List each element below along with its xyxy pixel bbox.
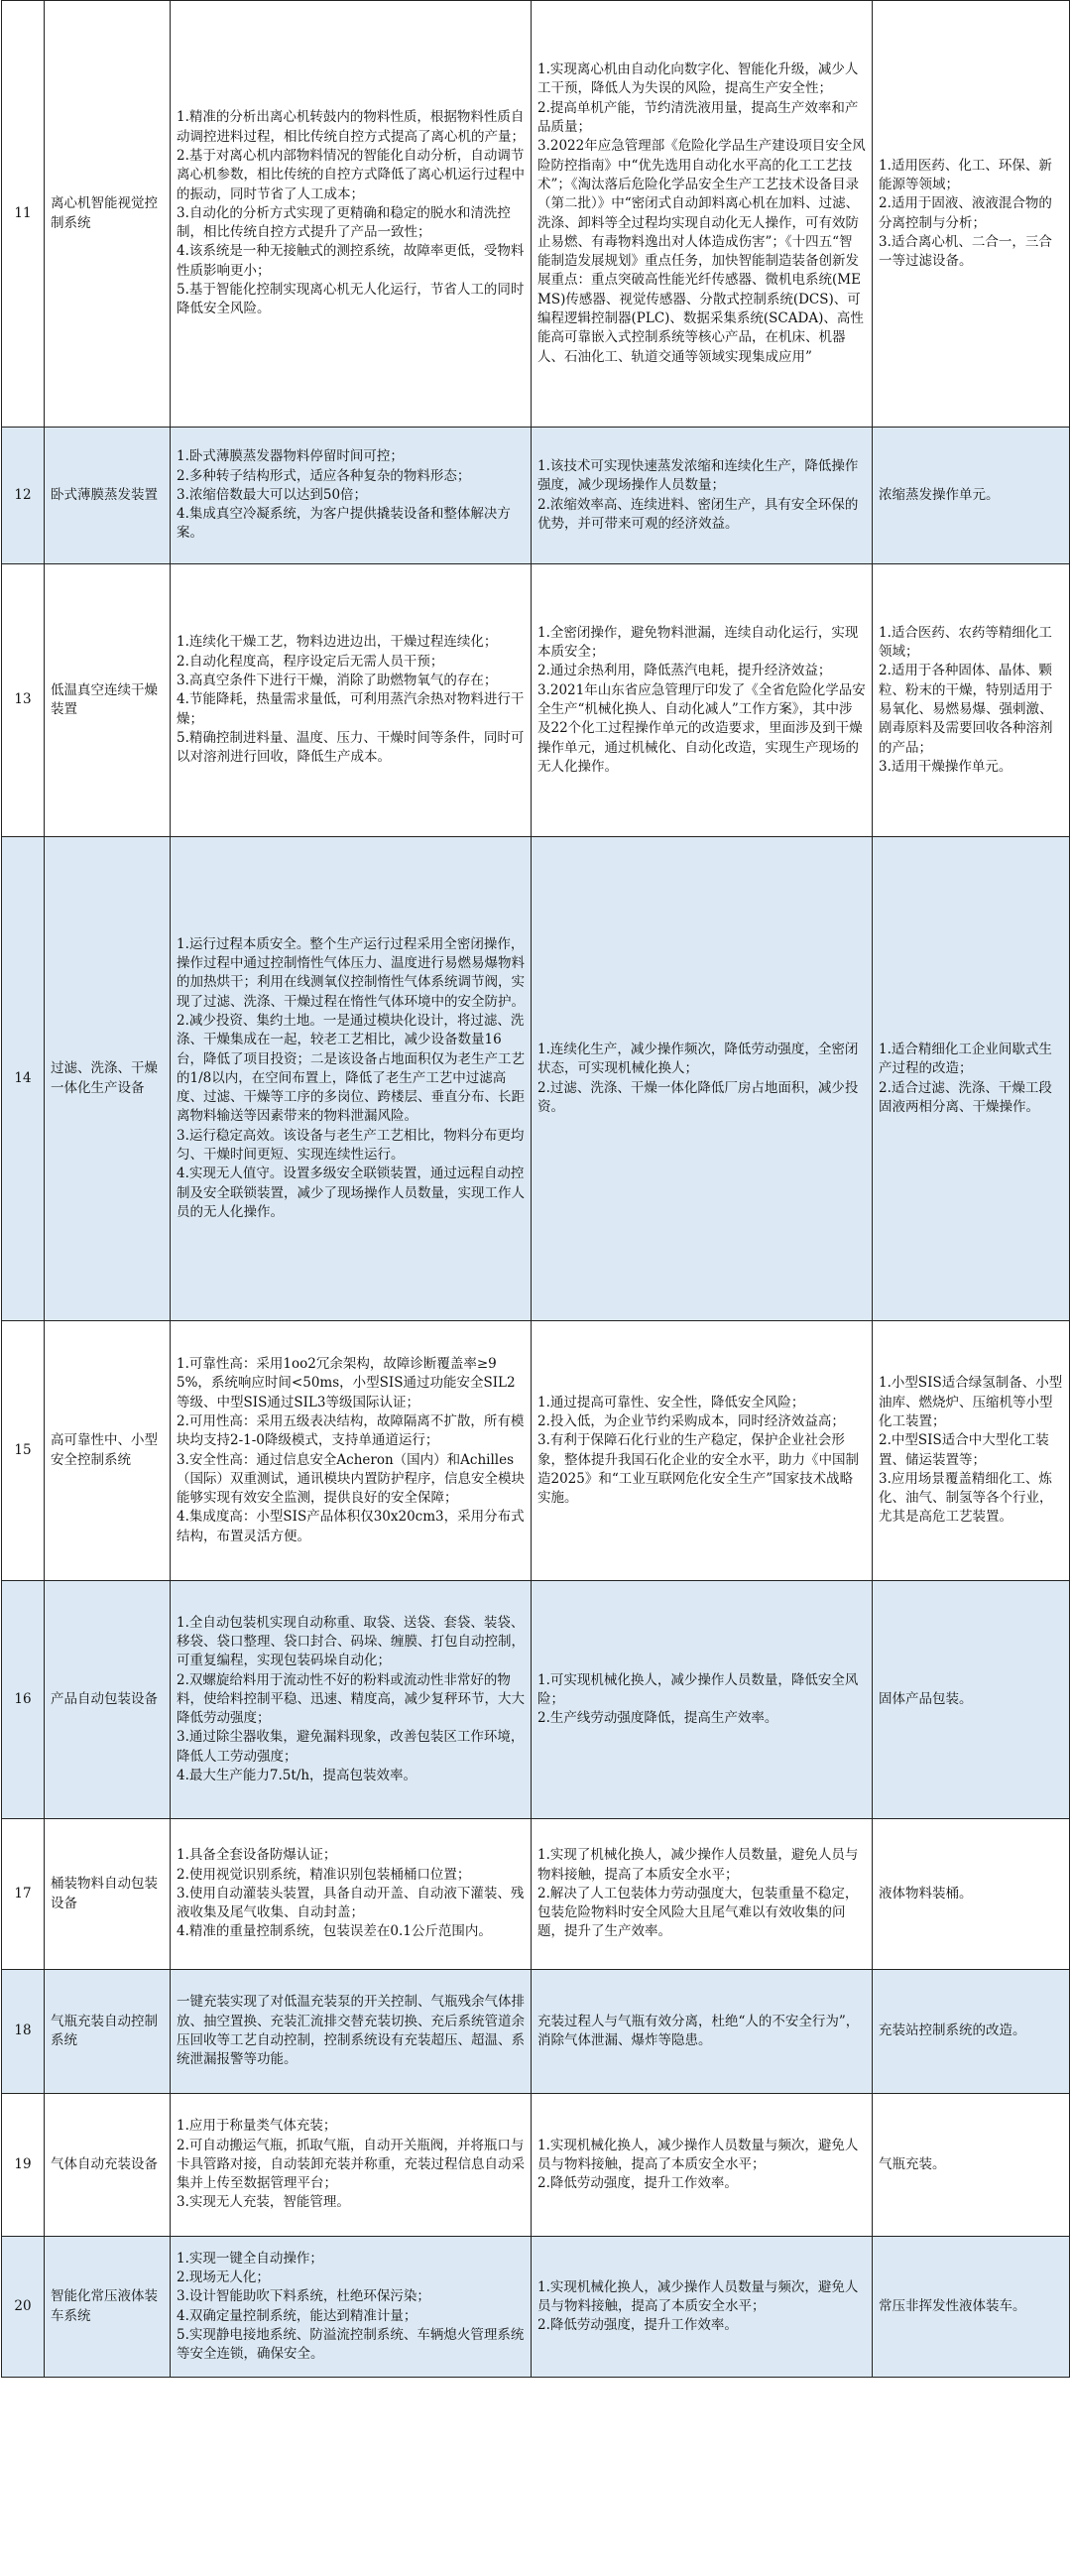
benefits-cell [532,428,873,564]
benefit-line: 2.生产线劳动强度降低，提高生产效率。 [537,1710,778,1727]
table-row [2,1321,1070,1581]
benefit-line: 1.可实现机械化换人，减少操作人员数量，降低安全风险； [537,1671,859,1707]
features-cell [171,1819,532,1970]
feature-line: 4.实现无人值守。设置多级安全联锁装置，通过远程自动控制及安全联锁装置，减少了现场操作人员数量，实现工作人员的无人化操作。 [177,1165,525,1220]
benefit-line: 1.实现机械化换人，减少操作人员数量与频次，避免人员与物料接触，提高了本质安全水平； [537,2137,859,2172]
scope-line: 2.适用于各种固体、晶体、颗粒、粉末的干燥，特别适用于易氧化、易燃易爆、强刺激、剧毒原料及需要回收各种溶剂的产品； [879,663,1053,756]
benefits-cell [532,1,873,428]
feature-line: 1.全自动包装机实现自动称重、取袋、送袋、套袋、装袋、移袋、袋口整理、袋口封合、码垛、缠膜、打包自动控制，可重复编程，实现包装码垛自动化； [177,1614,525,1669]
table-row [2,837,1070,1321]
scope-line: 1.适用医药、化工、环保、新能源等领域； [879,157,1052,192]
benefit-line: 3.有利于保障石化行业的生产稳定，保护企业社会形象，整体提升我国石化企业的安全水平，助力《中国制造2025》和“工业互联网危化安全生产”国家技术战略实施。 [537,1432,859,1507]
features-cell [171,837,532,1321]
table-row [2,1,1070,428]
feature-line: 3.浓缩倍数最大可以达到50倍； [177,486,368,503]
scope-line: 充装站控制系统的改造。 [879,2023,1026,2039]
benefit-line: 3.2021年山东省应急管理厅印发了《全省危险化学品安全生产“机械化换人、自动化减人”工作方案》，其中涉及22个化工过程操作单元的改造要求，里面涉及到干燥操作单元，通过机械化、自动化改造，实现生产现场的无人化操作。 [537,681,866,775]
row-number: 11 [2,1,45,428]
scope-cell [873,1581,1070,1819]
benefits-cell [532,2237,873,2378]
table-row [2,1581,1070,1819]
row-number: 16 [2,1581,45,1819]
scope-line: 3.适用干燥操作单元。 [879,758,1012,775]
scope-line: 1.适合医药、农药等精细化工领域； [879,624,1052,661]
equipment-name: 高可靠性中、小型安全控制系统 [45,1321,171,1581]
benefit-line: 2.降低劳动强度，提升工作效率。 [537,2317,738,2334]
scope-cell [873,2237,1070,2378]
feature-line: 2.可用性高：采用五级表决结构，故障隔离不扩散，所有模块均支持2-1-0降级模式，支持单通道运行； [177,1412,525,1449]
features-cell [171,1581,532,1819]
scope-line: 1.适合精细化工企业间歇式生产过程的改造； [879,1041,1052,1077]
table-row [2,2237,1070,2378]
table-body [2,1,1070,2378]
features-cell [171,1,532,428]
benefit-line: 1.全密闭操作，避免物料泄漏，连续自动化运行，实现本质安全； [537,624,859,661]
scope-line: 3.适合离心机、二合一，三合一等过滤设备。 [879,233,1052,270]
features-cell [171,2094,532,2237]
feature-line: 3.运行稳定高效。该设备与老生产工艺相比，物料分布更均匀、干燥时间更短、实现连续性运行。 [177,1127,525,1164]
feature-line: 2.现场无人化； [177,2269,270,2285]
benefit-line: 1.实现机械化换人，减少操作人员数量与频次，避免人员与物料接触，提高了本质安全水平； [537,2278,859,2314]
benefits-cell [532,837,873,1321]
benefit-line: 3.2022年应急管理部《危险化学品生产建设项目安全风险防控指南》中“优先选用自动化水平高的化工工艺技术”；《淘汰落后危险化学品安全生产工艺技术设备目录（第二批）》中“密闭式自动卸料离心机在加料、过滤、洗涤、卸料等全过程均实现自动化无人操作，可有效防止易燃、有毒物料逸出对人体造成伤害”；《十四五“智能制造发展规划》重点任务，加快智能制造装备创新发展重点：重点突破高性能光纤传感器、微机电系统(MEMS)传感器、视觉传感器、分散式控制系统(DCS)、可编程逻辑控制器(PLC)、数据采集系统(SCADA)、高性能高可靠嵌入式控制系统等核心产品，在机床、机器人、石油化工、轨道交通等领域实现集成应用” [537,138,866,365]
feature-line: 2.双螺旋给料用于流动性不好的粉料或流动性非常好的物料，使给料控制平稳、迅速、精度高，减少复秤环节，大大降低劳动强度； [177,1671,525,1727]
scope-cell [873,1,1070,428]
scope-line: 2.适用于固液、液液混合物的分离控制与分析； [879,195,1052,231]
feature-line: 2.减少投资、集约土地。一是通过模块化设计，将过滤、洗涤、干燥集成在一起，较老工艺相比，减少设备数量16台，降低了项目投资；二是该设备占地面积仅为老生产工艺的1/8以内，在空间布置上，降低了老生产工艺中过滤高度、过滤、干燥等工序的多岗位、跨楼层、垂直分布、长距离物料输送等因素带来的物料泄漏风险。 [177,1012,525,1125]
table-row [2,564,1070,837]
features-cell [171,1321,532,1581]
scope-cell [873,1819,1070,1970]
feature-line: 1.精准的分析出离心机转鼓内的物料性质，根据物料性质自动调控进料过程，相比传统自控方式提高了离心机的产量； [177,109,525,145]
features-cell [171,428,532,564]
feature-line: 3.安全性高：通过信息安全Acheron（国内）和Achilles（国际）双重测试，通讯模块内置防护程序，信息安全模块能够实现有效安全监测，提供良好的安全保障； [177,1451,525,1507]
benefits-cell [532,2094,873,2237]
feature-line: 3.设计智能助吹下料系统，杜绝环保污染； [177,2288,430,2305]
equipment-name: 低温真空连续干燥装置 [45,564,171,837]
feature-line: 3.实现无人充装，智能管理。 [177,2194,350,2211]
benefit-line: 2.投入低，为企业节约采购成本，同时经济效益高； [537,1412,845,1429]
feature-line: 1.可靠性高：采用1oo2冗余架构，故障诊断覆盖率≥95%，系统响应时间<50ms，小型SIS通过功能安全SIL2等级、中型SIS通过SIL3等级国际认证； [177,1356,516,1411]
feature-line: 2.多种转子结构形式，适应各种复杂的物料形态； [177,467,471,484]
scope-cell [873,837,1070,1321]
equipment-name: 桶装物料自动包装设备 [45,1819,171,1970]
benefits-cell [532,564,873,837]
feature-line: 4.集成度高：小型SIS产品体积仅30x20cm3，采用分布式结构，布置灵活方便。 [177,1509,525,1544]
feature-line: 2.使用视觉识别系统，精准识别包装桶桶口位置； [177,1866,471,1883]
benefits-cell [532,1321,873,1581]
table-row [2,1970,1070,2094]
benefit-line: 1.通过提高可靠性、安全性，降低安全风险； [537,1394,805,1411]
row-number: 15 [2,1321,45,1581]
benefit-line: 充装过程人与气瓶有效分离，杜绝“人的不安全行为”，消除气体泄漏、爆炸等隐患。 [537,2013,860,2048]
row-number: 17 [2,1819,45,1970]
scope-line: 液体物料装桶。 [879,1885,973,1901]
benefit-line: 2.解决了人工包装体力劳动强度大，包装重量不稳定，包装危险物料时安全风险大且尾气难以有效收集的问题，提升了生产效率。 [537,1885,859,1940]
benefit-line: 1.实现离心机由自动化向数字化、智能化升级，减少人工干预，降低人为失误的风险，提高生产安全性； [537,61,859,97]
benefit-line: 1.该技术可实现快速蒸发浓缩和连续化生产，降低操作强度，减少现场操作人员数量； [537,457,859,494]
row-number: 12 [2,428,45,564]
feature-line: 1.连续化干燥工艺，物料边进边出，干燥过程连续化； [177,634,498,651]
feature-line: 2.可自动搬运气瓶，抓取气瓶，自动开关瓶阀，并将瓶口与卡具管路对接，自动装卸充装并称重，充装过程信息自动采集并上传至数据管理平台； [177,2137,525,2192]
feature-line: 4.节能降耗，热量需求量低，可利用蒸汽余热对物料进行干燥； [177,691,525,727]
feature-line: 2.基于对离心机内部物料情况的智能化自动分析，自动调节离心机参数，相比传统的自控方式降低了离心机运行过程中的振动，同时节省了人工成本； [177,147,525,202]
feature-line: 1.实现一键全自动操作； [177,2250,323,2267]
benefit-line: 2.提高单机产能，节约清洗液用量，提高生产效率和产品质量； [537,99,859,136]
benefit-line: 2.通过余热利用，降低蒸汽电耗，提升经济效益； [537,663,832,679]
feature-line: 一键充装实现了对低温充装泵的开关控制、气瓶残余气体排放、抽空置换、充装汇流排交替充装切换、充后系统管道余压回收等工艺自动控制，控制系统设有充装超压、超温、系统泄漏报警等功能。 [177,1994,525,2068]
features-cell [171,1970,532,2094]
feature-line: 1.应用于称量类气体充装； [177,2118,337,2135]
feature-line: 3.使用自动灌装头装置，具备自动开盖、自动液下灌装、残液收集及尾气收集、自动封盖； [177,1885,525,1921]
equipment-name: 智能化常压液体装车系统 [45,2237,171,2378]
equipment-name: 气瓶充装自动控制系统 [45,1970,171,2094]
feature-line: 3.通过除尘器收集，避免漏料现象，改善包装区工作环境，降低人工劳动强度； [177,1729,525,1765]
scope-line: 常压非挥发性液体装车。 [879,2297,1026,2314]
equipment-name: 卧式薄膜蒸发装置 [45,428,171,564]
equipment-name: 产品自动包装设备 [45,1581,171,1819]
benefit-line: 2.浓缩效率高、连续进料、密闭生产，具有安全环保的优势，并可带来可观的经济效益。 [537,496,859,532]
scope-cell [873,2094,1070,2237]
table-row [2,2094,1070,2237]
benefits-cell [532,1819,873,1970]
feature-line: 4.精准的重量控制系统，包装误差在0.1公斤范围内。 [177,1923,492,1940]
benefit-line: 1.连续化生产，减少操作频次，降低劳动强度，全密闭状态，可实现机械化换人； [537,1041,859,1077]
features-cell [171,2237,532,2378]
feature-line: 3.自动化的分析方式实现了更精确和稳定的脱水和清洗控制，相比传统自控方式提升了产品一致性； [177,204,511,241]
row-number: 19 [2,2094,45,2237]
benefit-line: 2.过滤、洗涤、干燥一体化降低厂房占地面积，减少投资。 [537,1079,859,1115]
scope-cell [873,564,1070,837]
feature-line: 4.最大生产能力7.5t/h，提高包装效率。 [177,1768,417,1784]
row-number: 18 [2,1970,45,2094]
scope-line: 2.中型SIS适合中大型化工装置、储运装置等； [879,1432,1049,1468]
scope-line: 3.应用场景覆盖精细化工、炼化、油气、制氢等各个行业，尤其是高危工艺装置。 [879,1470,1053,1526]
benefit-line: 2.降低劳动强度，提升工作效率。 [537,2175,738,2192]
feature-line: 2.自动化程度高，程序设定后无需人员干预； [177,653,444,670]
equipment-catalog-table [1,0,1070,2378]
feature-line: 4.集成真空冷凝系统，为客户提供撬装设备和整体解决方案。 [177,506,511,542]
feature-line: 1.具备全套设备防爆认证； [177,1847,337,1864]
feature-line: 1.运行过程本质安全。整个生产运行过程采用全密闭操作，操作过程中通过控制惰性气体压力、温度进行易燃易爆物料的加热烘干；利用在线测氧仪控制惰性气体系统调节阀，实现了过滤、洗涤、干燥过程在惰性气体环境中的安全防护。 [177,935,525,1010]
equipment-name: 过滤、洗涤、干燥一体化生产设备 [45,837,171,1321]
feature-line: 5.基于智能化控制实现离心机无人化运行，节省人工的同时降低安全风险。 [177,282,525,317]
features-cell [171,564,532,837]
scope-line: 浓缩蒸发操作单元。 [879,486,1000,503]
scope-cell [873,428,1070,564]
feature-line: 4.该系统是一种无接触式的测控系统，故障率更低，受物料性质影响更小； [177,243,525,279]
scope-line: 气瓶充装。 [879,2155,946,2172]
table-row [2,428,1070,564]
scope-cell [873,1321,1070,1581]
table-row [2,1819,1070,1970]
feature-line: 5.精确控制进料量、温度、压力、干燥时间等条件，同时可以对溶剂进行回收，降低生产成本。 [177,729,525,766]
benefits-cell [532,1970,873,2094]
row-number: 14 [2,837,45,1321]
benefits-cell [532,1581,873,1819]
scope-line: 2.适合过滤、洗涤、干燥工段固液两相分离、干燥操作。 [879,1079,1052,1115]
equipment-name: 气体自动充装设备 [45,2094,171,2237]
row-number: 20 [2,2237,45,2378]
feature-line: 5.实现静电接地系统、防溢流控制系统、车辆熄火管理系统等安全连锁，确保安全。 [177,2326,525,2363]
scope-line: 1.小型SIS适合绿氢制备、小型油库、燃烧炉、压缩机等小型化工装置； [879,1375,1063,1429]
feature-line: 1.卧式薄膜蒸发器物料停留时间可控； [177,448,404,465]
scope-line: 固体产品包装。 [879,1690,973,1707]
row-number: 13 [2,564,45,837]
feature-line: 3.高真空条件下进行干燥，消除了助燃物氧气的存在； [177,673,498,689]
benefit-line: 1.实现了机械化换人，减少操作人员数量，避免人员与物料接触，提高了本质安全水平； [537,1847,859,1883]
scope-cell [873,1970,1070,2094]
feature-line: 4.双确定量控制系统，能达到精准计量； [177,2307,417,2324]
equipment-name: 离心机智能视觉控制系统 [45,1,171,428]
